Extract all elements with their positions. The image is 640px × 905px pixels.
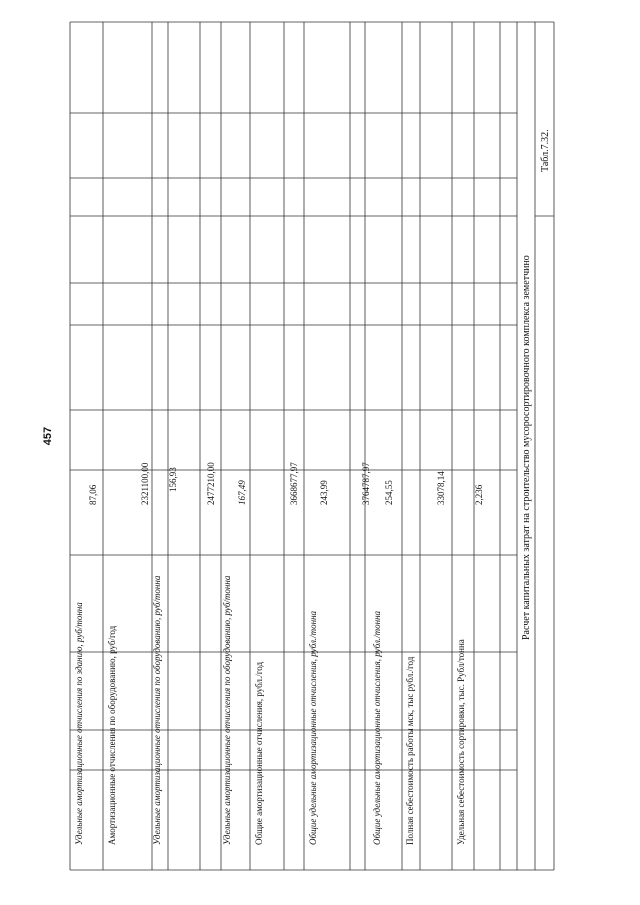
row-value: 2321100,00: [140, 462, 150, 505]
row-value: 3764787,97: [361, 462, 371, 505]
row-label: Общие амортизационные отчисления, рубл./год: [254, 661, 264, 845]
row-value: 167,49: [237, 480, 247, 505]
row-label: Общие удельные амортизационные отчисления, рубл./тонна: [372, 610, 382, 845]
row-value: 156,93: [168, 467, 178, 492]
row-value: 243,99: [319, 480, 329, 505]
table-title: Расчет капитальных затрат на строительство мусоросортировочного комплекса земетчино: [521, 255, 532, 640]
table-caption: Табл.7.32.: [540, 129, 551, 172]
row-label: Удельные амортизационные отчисления по оборудованию, руб/тонна: [152, 575, 162, 845]
row-label: Общие удельные амортизационные отчисления, рубл./тонна: [308, 610, 318, 845]
page-number: 457: [42, 426, 54, 446]
row-label: Амортизационные отчисления по оборудованию, руб/год: [107, 625, 117, 845]
row-value: 2,236: [474, 484, 484, 505]
row-value: 3668677,97: [289, 462, 299, 505]
row-label: Полная себестоимость работы мск, тыс рубл./год: [405, 656, 415, 845]
row-label: Удельные амортизационные отчисления по зданию, руб/тонна: [74, 602, 84, 845]
row-label: Удельные амортизационные отчисления по оборудованию, руб/тонна: [222, 575, 232, 845]
row-value: 2477210,00: [206, 462, 216, 505]
row-label: Удельная себестоимость сортировки, тыс. Рубл/тонна: [456, 639, 466, 845]
row-value: 87,06: [88, 484, 98, 505]
row-value: 254,55: [384, 480, 394, 505]
row-value: 33078,14: [436, 471, 446, 505]
